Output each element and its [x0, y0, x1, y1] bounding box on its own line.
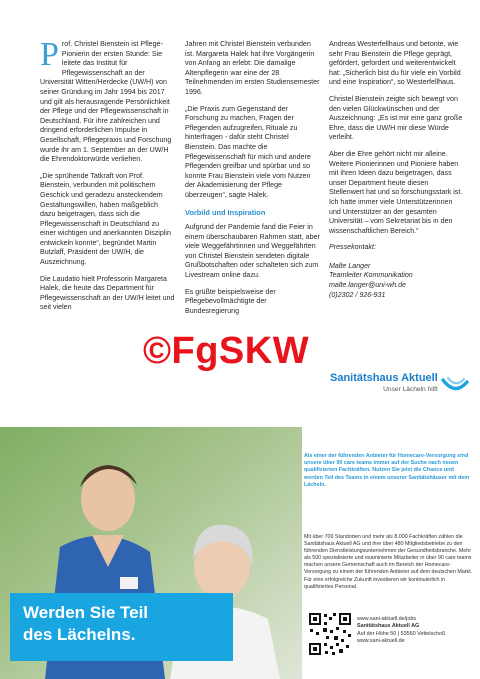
qr-code-icon[interactable] [308, 612, 352, 656]
article-column-3 [329, 40, 464, 300]
job-advertisement [0, 427, 480, 679]
company-logo [330, 372, 438, 393]
logo-tagline: Unser Lächeln hilft [383, 386, 438, 393]
article-paragraph: Die Laudatio hielt Professorin Margareta Halek, die heute das Department für Pflegewissenschaft an der UW/H leitet und seit vielen [40, 274, 175, 312]
press-contact [329, 262, 464, 300]
ad-body-text: Mit über 700 Standorten und mehr als 8.000 Fachkräften zählen die Sanitätshaus Aktuell AG und ihre über 480 Mitgliedsbetriebe zu den führenden Dienstleistungsunternehmen der Gesundheitsbranche. Mehr als 500 spezialisierte und examinierte Mitarbeiter in über 90 care teams machen unsere Gemeinschaft auch im Bereich der Homecare-Versorgung zu einem der führenden Anbieter auf dem deutschen Markt. Für eine erfolgreiche Zukunft investieren wir kontinuierlich in qualifiziertes Personal. [304, 534, 473, 590]
article-text: rof. Christel Bienstein ist Pflege-Pionierin der ersten Stunde: Sie leitete das Institut für Pflegewissenschaft an der Universität Witten/Herdecke (UW/H) von seiner Gründung im Jahr 1994 bis 2017 und gilt als herausragende Persönlichkeit der Pflege und der Pflegewissenschaft in Deutschland. Für ihre zahlreichen und dringend erforderlichen Impulse in Gesellschaft, Pflegepraxis und Forschung wurde ihr am 1. September an der UW/H die Ehrendoktorwürde verliehen. [40, 40, 172, 164]
article-paragraph: Christel Bienstein zeigte sich bewegt von den vielen Glückwünschen und der Auszeichnung: „Es ist mir eine ganz große Ehre, dass die UW/H mir diese Würde verleiht. [329, 94, 463, 142]
smile-logo-icon [440, 372, 470, 398]
article-paragraph: Es grüßte beispielsweise der Pflegebevollmächtigte der Bundesregierung [185, 287, 276, 315]
article-paragraph: Andreas Westerfellhaus und betonte, wie sehr Frau Bienstein die Pflege geprägt, gefördert, gefordert und weiterentwickelt hat: „Sicherlich bist du für viele ein Vorbild und eine Inspiration“, so Westerfellhaus. [329, 40, 461, 87]
headline-line-2: des Lächelns. [23, 625, 136, 644]
article-paragraph: „Die Praxis zum Gegenstand der Forschung zu machen, Fragen der Pflegenden aufzugreifen, Rituale zu hinterfragen - dafür steht Christel Bienstein. Das machte die Pflegewissenschaft für mich und andere Pflegenden greifbar und spürbar und so konnte Frau Bienstein viele vom Nutzen der Akademisierung der Pflege überzeugen“, sagte Halek. [185, 104, 311, 199]
contact-email: malte.langer@uni-wh.de [329, 281, 406, 290]
article-column-1 [40, 36, 175, 320]
contact-phone: (0)2302 / 926-931 [329, 290, 386, 299]
headline-line-1: Werden Sie Teil [23, 603, 149, 622]
copyright-watermark: ©FgSKW [143, 330, 310, 372]
press-contact-label: Pressekontakt: [329, 243, 376, 252]
article-paragraph: Aber die Ehre gehört nicht mir alleine. Weitere Pionierinnen und Pioniere haben mit ihren Ideen dazu beigetragen, dass unser Department heute diesen Stellenwert hat und so forschungsstark ist. Ich hatte immer viele Unterstützerinnen und Unterstützer an der gesamten Universität – vom Sekretariat bis in den wissenschaftlichen Bereich.“ [329, 149, 463, 235]
article-paragraph: Aufgrund der Pandemie fand die Feier in einem überschaubaren Rahmen statt, aber viele Weggefährtinnen und Weggefährten von Christel Bienstein sendeten digitale Grußbotschaften oder schalteten sich zum Livestream online dazu. [185, 223, 320, 280]
ad-intro-text: Als einer der führenden Anbieter für Homecare-Versorgung sind unsere über 90 care teams immer auf der Suche nach neuen qualifizierten Fachkräften. Nutzen Sie jetzt die Chance und werden Teil des Teams in einem unserer Sanitätshäuser mit dem Lächeln. [304, 453, 470, 488]
ad-jobs-url[interactable]: www.sani-aktuell.de/jobs [357, 616, 417, 622]
article-paragraph [40, 36, 175, 165]
ad-headline-box [10, 593, 233, 661]
article-column-2 [185, 40, 320, 323]
contact-role: Teamleiter Kommunikation [329, 271, 413, 280]
ad-contact [357, 616, 445, 646]
ad-company: Sanitätshaus Aktuell AG [357, 623, 420, 630]
article-paragraph: „Die sprühende Tatkraft von Prof. Bienstein, verbunden mit politischem Geschick und geradezu ansteckendem Gestaltungswillen, haben maßgeblich dazu beigetragen, dass sich die Pflegewissenschaft in Deutschland zu einer wichtigen und anerkannten Disziplin entwickeln konnte“, begründet Martin Butzlaff, Präsident der UW/H, die Auszeichnung. [40, 171, 171, 267]
drop-cap: P [40, 36, 59, 73]
ad-website[interactable]: www.sani-aktuell.de [357, 638, 405, 645]
logo-name: Sanitätshaus Aktuell [330, 372, 438, 384]
ad-headline [23, 602, 148, 646]
article-paragraph: Jahren mit Christel Bienstein verbunden ist. Margareta Halek hat ihre Vorgängerin von Anfang an erlebt: Die damalige Altenpflegerin war eine der 28 Teilnehmenden im ersten Studiensemester 1996. [185, 40, 320, 96]
contact-name: Malte Langer [329, 261, 371, 270]
ad-address: Auf der Höhe 50 | 53560 Vettelschoß [357, 630, 446, 637]
article-subheading: Vorbild und Inspiration [185, 207, 266, 217]
